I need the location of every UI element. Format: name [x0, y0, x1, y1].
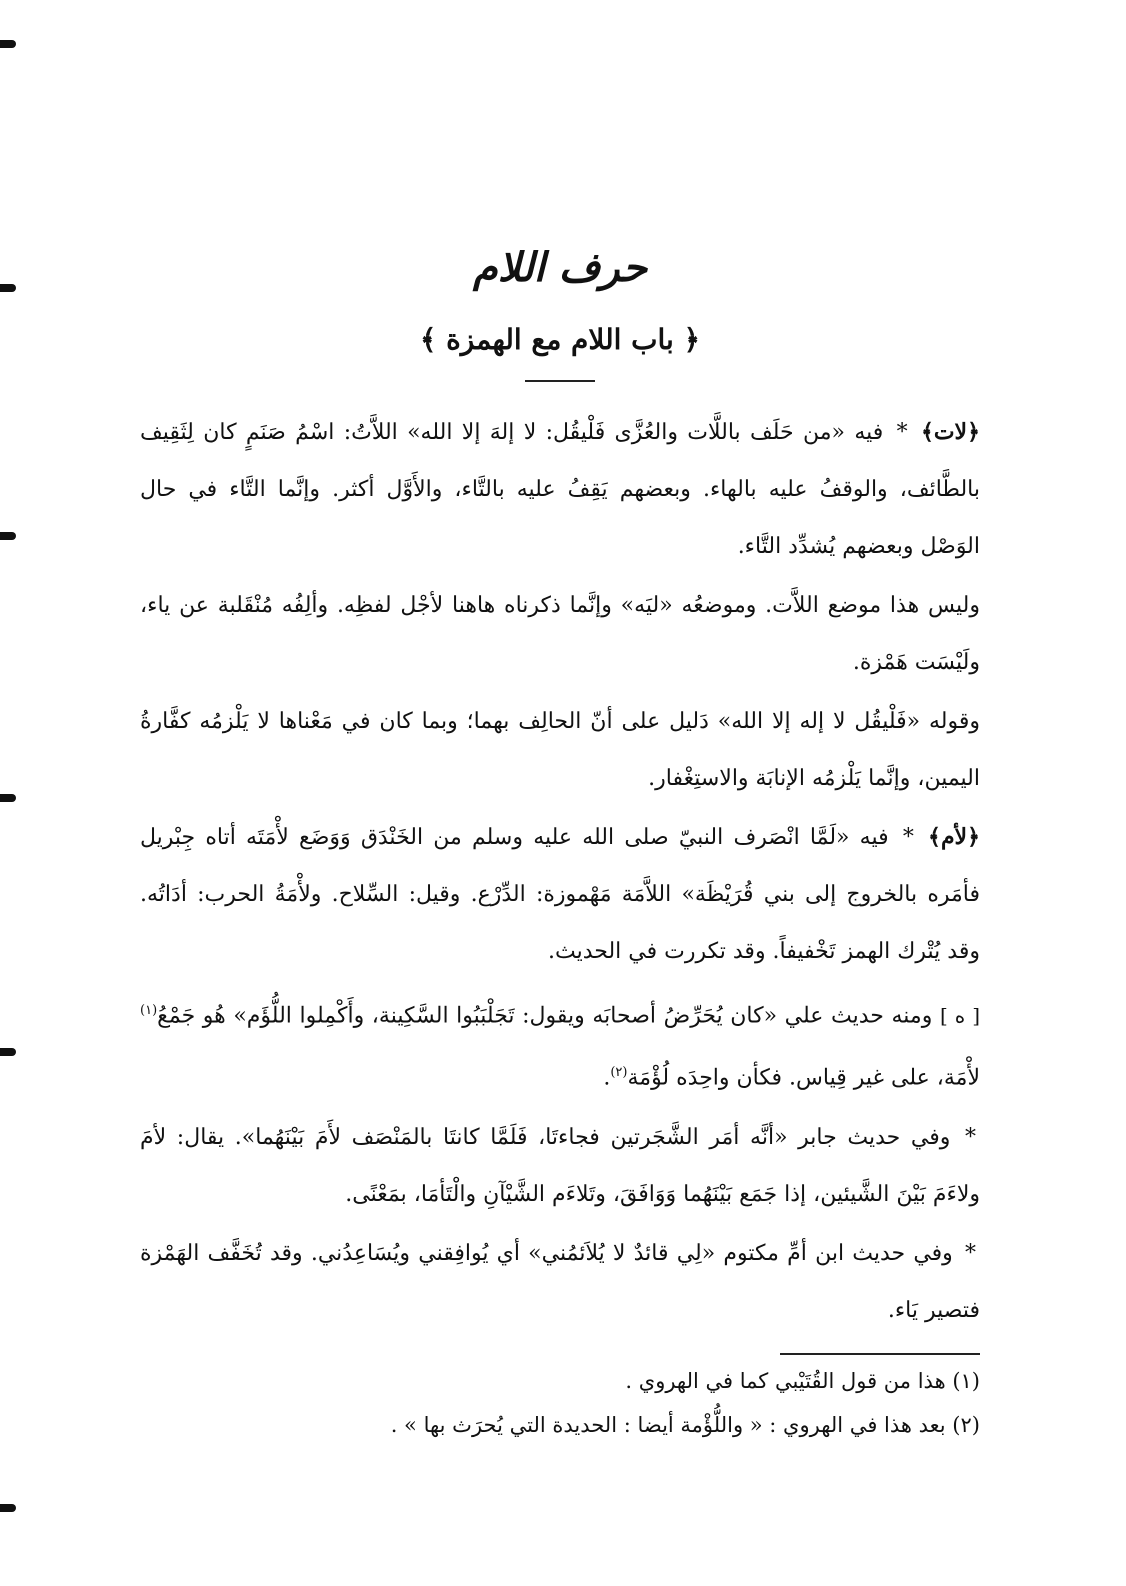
entry-text: وقوله «فَلْيقُل لا إله إلا الله» دَليل على أنّ الحالِف بهما؛ وبما كان في مَعْناها لا يَلْزمُه كفَّارةُ اليمين، وإنَّما يَلْزمُه الإنابَة والاستِغْفار. — [140, 709, 980, 791]
source-marker: [ ه ] — [939, 1003, 980, 1028]
bullet-marker: * — [965, 1240, 976, 1266]
entry-text: . — [603, 1065, 611, 1091]
footnote-ref: (١) — [140, 1003, 158, 1018]
entry-text: وفي حديث ابن أمِّ مكتوم «لِي قائدٌ لا يُلاَئمُني» أي يُوافِقني ويُسَاعِدُني. وقد تُخَفَّف الهَمْزة فتصير يَاء. — [140, 1240, 980, 1323]
entry-paragraph — [140, 1225, 980, 1339]
entry-text: وفي حديث جابر «أنَّه أمَر الشَّجَرتين فجاءتَا، فَلَمَّا كانتَا بالمَنْصَف لأَمَ بَيْنَهُما». يقال: لأمَ ولاءَمَ بَيْنَ الشَّيئين، إذا جَمَع بَيْنَهُما وَوَافَقَ، وتَلاءَم الشَّيْآنِ والْتَأمَا، بمَعْنًى. — [140, 1124, 980, 1207]
entry-lat — [140, 404, 980, 575]
headword: ﴿لات﴾ — [920, 419, 980, 445]
headword: ﴿لأم﴾ — [928, 824, 980, 850]
entry-text: ومنه حديث علي «كان يُحَرِّضُ أصحابَه ويقول: تَجَلْبَبُوا السَّكِينة، وأَكْمِلوا اللُّؤَم» هُو جَمْعُ — [157, 1003, 933, 1029]
scan-mark-2 — [0, 284, 16, 292]
bullet-marker: * — [902, 825, 914, 850]
entry-paragraph — [140, 577, 980, 691]
chapter-title: حرف اللام — [472, 244, 648, 291]
document-page — [140, 236, 980, 1447]
entry-text: وليس هذا موضع اللاَّت. وموضعُه «ليَه» وإنَّما ذكرناه هاهنا لأجْل لفظِه. وألِفُه مُنْقَلبة عن ياء، ولَيْسَت هَمْزة. — [140, 593, 980, 675]
section-title: ﴿ باب اللام مع الهمزة ﴾ — [419, 323, 700, 356]
bullet-marker: * — [965, 1124, 976, 1150]
footnote-divider — [780, 1353, 980, 1355]
scan-mark-3 — [0, 532, 16, 540]
footnote-2: (٢) بعد هذا في الهروي : « واللُّؤْمة أيضا : الحديدة التي يُحرَث بها » . — [390, 1412, 980, 1437]
entry-lam — [140, 809, 980, 980]
footnote-ref: (٢) — [610, 1065, 628, 1081]
title-divider — [525, 380, 595, 382]
footnote-1: (١) هذا من قول القُتَيْبي كما في الهروي . — [625, 1368, 980, 1393]
scan-mark-4 — [0, 794, 16, 802]
bullet-marker: * — [896, 420, 908, 445]
entry-text: فيه «من حَلَف باللَّات والعُزَّى فَلْيقُل: لا إلهَ إلا الله» اللاَّتُ: اسْمُ صَنَمٍ كان لِثَقِيف بالطَّائف، والوقفُ عليه بالهاء. وبعضهم يَقِفُ عليه بالتَّاء، والأَوَّل أكثر. وإنَّما التَّاء في حال الوَصْل وبعضهم يُشدِّد التَّاء. — [140, 420, 980, 559]
scan-mark-1 — [0, 40, 16, 48]
scan-mark-5 — [0, 1048, 16, 1056]
entry-paragraph — [140, 693, 980, 807]
entry-paragraph — [140, 982, 980, 1107]
entry-text: فيه «لَمَّا انْصَرف النبيّ صلى الله عليه وسلم من الخَنْدَق وَوَضَع لأْمَتَه أتاه جِبْريل فأمَره بالخروج إلى بني قُرَيْظَة» اللاَّمَة مَهْموزة: الدِّرْع. وقيل: السِّلاح. ولأْمَةُ الحرب: أدَاتُه. وقد يُتْرك الهمز تَخْفيفاً. وقد تكررت في الحديث. — [140, 825, 980, 964]
entry-text: لأْمَة، على غير قِياس. فكأن واحِدَه لُؤْمَة — [627, 1065, 980, 1091]
scan-mark-6 — [0, 1504, 16, 1512]
entry-paragraph — [140, 1109, 980, 1223]
